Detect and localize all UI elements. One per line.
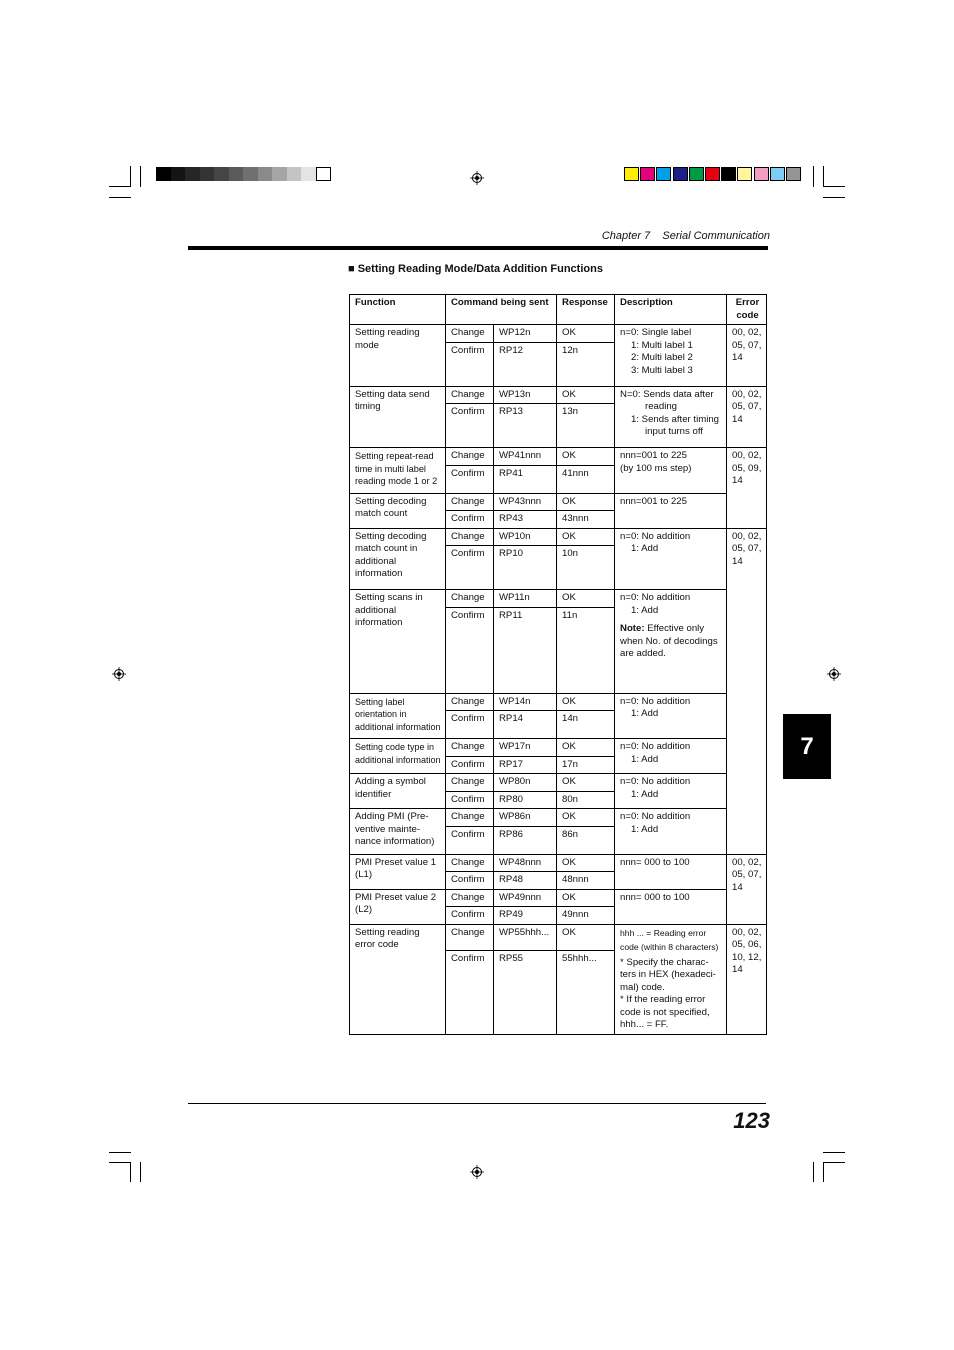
change-command: WP13n	[494, 386, 557, 404]
error-code-cell	[727, 325, 767, 387]
error-line: 14	[732, 352, 743, 363]
registration-mark-icon	[827, 667, 841, 681]
change-command: WP55hhh...	[494, 924, 557, 950]
error-line: 00, 02,	[732, 327, 762, 338]
desc-line: n=0: No addition	[620, 811, 691, 822]
page-number: 123	[733, 1108, 770, 1133]
description-cell	[615, 739, 727, 774]
confirm-command: RP12	[494, 342, 557, 386]
crop-mark	[109, 1162, 131, 1163]
error-line: 05, 07,	[732, 339, 762, 351]
description-cell	[615, 528, 727, 590]
error-line: 14	[732, 475, 743, 486]
desc-line: hhh ... = Reading error	[620, 927, 707, 938]
change-response: OK	[557, 774, 615, 792]
change-response: OK	[557, 809, 615, 827]
note-text	[620, 623, 723, 661]
gray-swatch	[171, 167, 186, 181]
description-cell	[615, 854, 727, 889]
command-table	[349, 294, 767, 1035]
desc-line: nnn=001 to 225	[620, 495, 687, 507]
desc-line: 1: Add	[631, 604, 659, 616]
desc-line: nnn= 000 to 100	[620, 856, 690, 868]
change-label: Change	[446, 854, 494, 872]
confirm-label: Confirm	[446, 950, 494, 1034]
chapter-label: Chapter 7	[601, 230, 651, 242]
function-cell: Setting data send timing	[350, 386, 446, 448]
function-cell: Setting decoding match count	[350, 493, 446, 528]
change-label: Change	[446, 386, 494, 404]
confirm-command: RP43	[494, 511, 557, 529]
error-line: 05, 09,	[732, 462, 762, 474]
desc-line: 1: Multi label 1	[631, 339, 693, 351]
color-swatch	[624, 167, 639, 181]
registration-mark-icon	[112, 667, 126, 681]
confirm-command: RP55	[494, 950, 557, 1034]
crop-mark	[130, 1162, 131, 1182]
error-line: 00, 02,	[732, 926, 762, 938]
change-response: OK	[557, 693, 615, 711]
error-line: 00, 02,	[732, 388, 762, 400]
gray-swatch	[287, 167, 302, 181]
gray-swatch	[229, 167, 244, 181]
confirm-command: RP80	[494, 791, 557, 809]
desc-line: * Specify the charac-ters in HEX (hexadeci-mal) code.	[620, 956, 716, 993]
description-cell	[615, 386, 727, 448]
change-response: OK	[557, 528, 615, 546]
confirm-label: Confirm	[446, 404, 494, 448]
color-swatch	[705, 167, 720, 181]
desc-line: code (within 8 characters)	[620, 942, 719, 952]
change-command: WP12n	[494, 325, 557, 343]
crop-mark	[823, 197, 845, 198]
function-cell: PMI Preset value 2 (L2)	[350, 889, 446, 924]
change-response: OK	[557, 325, 615, 343]
note-label: Note:	[620, 623, 645, 634]
crop-mark	[823, 166, 824, 187]
color-swatch	[770, 167, 785, 181]
change-response: OK	[557, 889, 615, 907]
change-response: OK	[557, 448, 615, 466]
description-cell	[615, 325, 727, 387]
confirm-label: Confirm	[446, 711, 494, 739]
confirm-label: Confirm	[446, 872, 494, 890]
desc-line: 2: Multi label 2	[631, 352, 693, 363]
description-cell	[615, 774, 727, 809]
footer-rule	[188, 1103, 766, 1104]
gray-swatch	[258, 167, 273, 181]
table-row	[350, 924, 767, 950]
crop-mark	[109, 186, 131, 187]
table-row	[350, 493, 767, 511]
color-swatch	[640, 167, 655, 181]
change-command: WP17n	[494, 739, 557, 757]
change-response: OK	[557, 386, 615, 404]
crop-mark	[140, 166, 141, 187]
function-cell: Setting label orientation in additional information	[350, 693, 446, 739]
header-command: Command being sent	[446, 295, 557, 325]
desc-line: input turns off	[645, 426, 703, 437]
gray-swatch	[272, 167, 287, 181]
error-line: 14	[732, 964, 743, 975]
confirm-label: Confirm	[446, 907, 494, 925]
table-row	[350, 448, 767, 466]
confirm-response: 49nnn	[557, 907, 615, 925]
table-row	[350, 386, 767, 404]
desc-line: reading	[645, 401, 678, 412]
change-label: Change	[446, 528, 494, 546]
table-row	[350, 854, 767, 872]
change-label: Change	[446, 325, 494, 343]
function-cell: Setting scans in additional information	[350, 590, 446, 694]
desc-line: nnn=001 to 225	[620, 450, 687, 461]
header-description: Description	[615, 295, 727, 325]
function-cell: Setting repeat-read time in multi label reading mode 1 or 2	[350, 448, 446, 494]
confirm-label: Confirm	[446, 342, 494, 386]
function-cell: PMI Preset value 1 (L1)	[350, 854, 446, 889]
description-cell	[615, 693, 727, 739]
color-swatch	[721, 167, 736, 181]
change-response: OK	[557, 854, 615, 872]
desc-line: nnn= 000 to 100	[620, 891, 690, 903]
gray-swatch	[200, 167, 215, 181]
chapter-tab: 7	[783, 714, 831, 779]
description-cell	[615, 590, 727, 694]
crop-mark	[823, 1162, 824, 1182]
change-command: WP86n	[494, 809, 557, 827]
confirm-response: 86n	[557, 826, 615, 854]
desc-line: n=0: No addition	[620, 530, 691, 542]
error-line: 00, 02,	[732, 856, 762, 868]
confirm-response: 12n	[557, 342, 615, 386]
error-line: 05, 07,	[732, 543, 762, 554]
crop-mark	[140, 1162, 141, 1182]
change-label: Change	[446, 774, 494, 792]
header-error-code: Error code	[727, 295, 767, 325]
chapter-title: Serial Communication	[662, 230, 770, 242]
error-code-cell	[727, 528, 767, 854]
header-function: Function	[350, 295, 446, 325]
table-row	[350, 774, 767, 792]
gray-swatch	[156, 167, 171, 181]
function-cell: Adding a symbol identifier	[350, 774, 446, 809]
error-line: 10, 12,	[732, 951, 762, 963]
change-label: Change	[446, 590, 494, 608]
color-swatch	[786, 167, 801, 181]
table-row	[350, 528, 767, 546]
confirm-command: RP13	[494, 404, 557, 448]
change-response: OK	[557, 739, 615, 757]
change-response: OK	[557, 590, 615, 608]
confirm-command: RP10	[494, 546, 557, 590]
registration-mark-icon	[470, 171, 484, 185]
crop-mark	[130, 166, 131, 187]
change-label: Change	[446, 693, 494, 711]
table-header-row	[350, 295, 767, 325]
confirm-label: Confirm	[446, 791, 494, 809]
desc-line: * If the reading error code is not specified, hhh... = FF.	[620, 994, 710, 1030]
change-command: WP11n	[494, 590, 557, 608]
table-row	[350, 739, 767, 757]
confirm-label: Confirm	[446, 607, 494, 693]
crop-mark	[813, 1162, 814, 1182]
change-label: Change	[446, 448, 494, 466]
error-code-cell	[727, 924, 767, 1034]
description-cell	[615, 809, 727, 855]
desc-line: n=0: No addition	[620, 695, 691, 707]
confirm-response: 48nnn	[557, 872, 615, 890]
table-row	[350, 889, 767, 907]
table-row	[350, 693, 767, 711]
error-line: 05, 07,	[732, 869, 762, 880]
color-swatch	[737, 167, 752, 181]
desc-line: (by 100 ms step)	[620, 462, 692, 474]
description-cell	[615, 889, 727, 924]
confirm-response: 43nnn	[557, 511, 615, 529]
function-cell: Setting reading mode	[350, 325, 446, 387]
change-response: OK	[557, 924, 615, 950]
crop-mark	[823, 186, 845, 187]
change-command: WP14n	[494, 693, 557, 711]
change-command: WP48nnn	[494, 854, 557, 872]
change-response: OK	[557, 493, 615, 511]
description-cell	[615, 493, 727, 528]
running-header	[602, 230, 770, 242]
error-code-cell	[727, 854, 767, 924]
change-command: WP43nnn	[494, 493, 557, 511]
change-command: WP41nnn	[494, 448, 557, 466]
gray-swatch	[185, 167, 200, 181]
error-line: 14	[732, 413, 743, 425]
registration-mark-icon	[470, 1165, 484, 1179]
gray-swatch	[316, 167, 331, 181]
change-command: WP80n	[494, 774, 557, 792]
desc-line: 1: Add	[631, 788, 659, 800]
desc-line: n=0: Single label	[620, 327, 692, 338]
desc-line: 3: Multi label 3	[631, 364, 693, 376]
error-line: 14	[732, 881, 743, 893]
function-cell: Setting reading error code	[350, 924, 446, 1034]
confirm-label: Confirm	[446, 465, 494, 493]
desc-line: 1: Add	[631, 708, 659, 719]
confirm-label: Confirm	[446, 826, 494, 854]
function-cell: Setting code type in additional information	[350, 739, 446, 774]
confirm-command: RP86	[494, 826, 557, 854]
confirm-response: 55hhh...	[557, 950, 615, 1034]
function-cell: Setting decoding match count in additional information	[350, 528, 446, 590]
change-label: Change	[446, 809, 494, 827]
color-swatch	[656, 167, 671, 181]
change-command: WP49nnn	[494, 889, 557, 907]
confirm-response: 14n	[557, 711, 615, 739]
error-code-cell	[727, 386, 767, 448]
confirm-response: 11n	[557, 607, 615, 693]
crop-mark	[813, 166, 814, 187]
confirm-response: 10n	[557, 546, 615, 590]
crop-mark	[109, 1152, 131, 1153]
desc-line: 1: Add	[631, 543, 659, 554]
confirm-command: RP41	[494, 465, 557, 493]
change-label: Change	[446, 924, 494, 950]
confirm-response: 13n	[557, 404, 615, 448]
confirm-response: 41nnn	[557, 465, 615, 493]
confirm-label: Confirm	[446, 511, 494, 529]
error-line: 05, 07,	[732, 401, 762, 412]
confirm-label: Confirm	[446, 546, 494, 590]
confirm-command: RP11	[494, 607, 557, 693]
desc-line: 1: Add	[631, 753, 659, 765]
change-label: Change	[446, 889, 494, 907]
color-swatch	[689, 167, 704, 181]
gray-swatch	[214, 167, 229, 181]
crop-mark	[109, 197, 131, 198]
table-row	[350, 809, 767, 827]
error-line: 00, 02,	[732, 450, 762, 461]
confirm-command: RP48	[494, 872, 557, 890]
header-rule	[188, 246, 768, 250]
confirm-response: 17n	[557, 756, 615, 774]
confirm-command: RP49	[494, 907, 557, 925]
description-cell	[615, 924, 727, 1034]
header-response: Response	[557, 295, 615, 325]
desc-line: N=0: Sends data after	[620, 388, 714, 400]
error-code-cell	[727, 448, 767, 529]
section-title: ■ Setting Reading Mode/Data Addition Functions	[348, 263, 603, 275]
change-command: WP10n	[494, 528, 557, 546]
description-cell	[615, 448, 727, 494]
crop-mark	[823, 1152, 845, 1153]
change-label: Change	[446, 739, 494, 757]
table-row	[350, 590, 767, 608]
confirm-command: RP17	[494, 756, 557, 774]
confirm-command: RP14	[494, 711, 557, 739]
desc-line: n=0: No addition	[620, 776, 691, 787]
desc-line: 1: Sends after timing	[631, 413, 720, 425]
change-label: Change	[446, 493, 494, 511]
error-line: 00, 02,	[732, 530, 762, 542]
error-line: 05, 06,	[732, 939, 762, 950]
desc-line: n=0: No addition	[620, 592, 691, 603]
gray-swatch	[243, 167, 258, 181]
desc-line: 1: Add	[631, 823, 659, 835]
color-swatch	[754, 167, 769, 181]
gray-swatch	[301, 167, 316, 181]
crop-mark	[823, 1162, 845, 1163]
confirm-response: 80n	[557, 791, 615, 809]
color-swatch	[673, 167, 688, 181]
desc-line: n=0: No addition	[620, 741, 691, 752]
function-cell: Adding PMI (Pre-ventive mainte-nance information)	[350, 809, 446, 855]
confirm-label: Confirm	[446, 756, 494, 774]
error-line: 14	[732, 555, 743, 567]
note-body: Effective only when No. of decodings are added.	[620, 623, 718, 659]
table-row	[350, 325, 767, 343]
